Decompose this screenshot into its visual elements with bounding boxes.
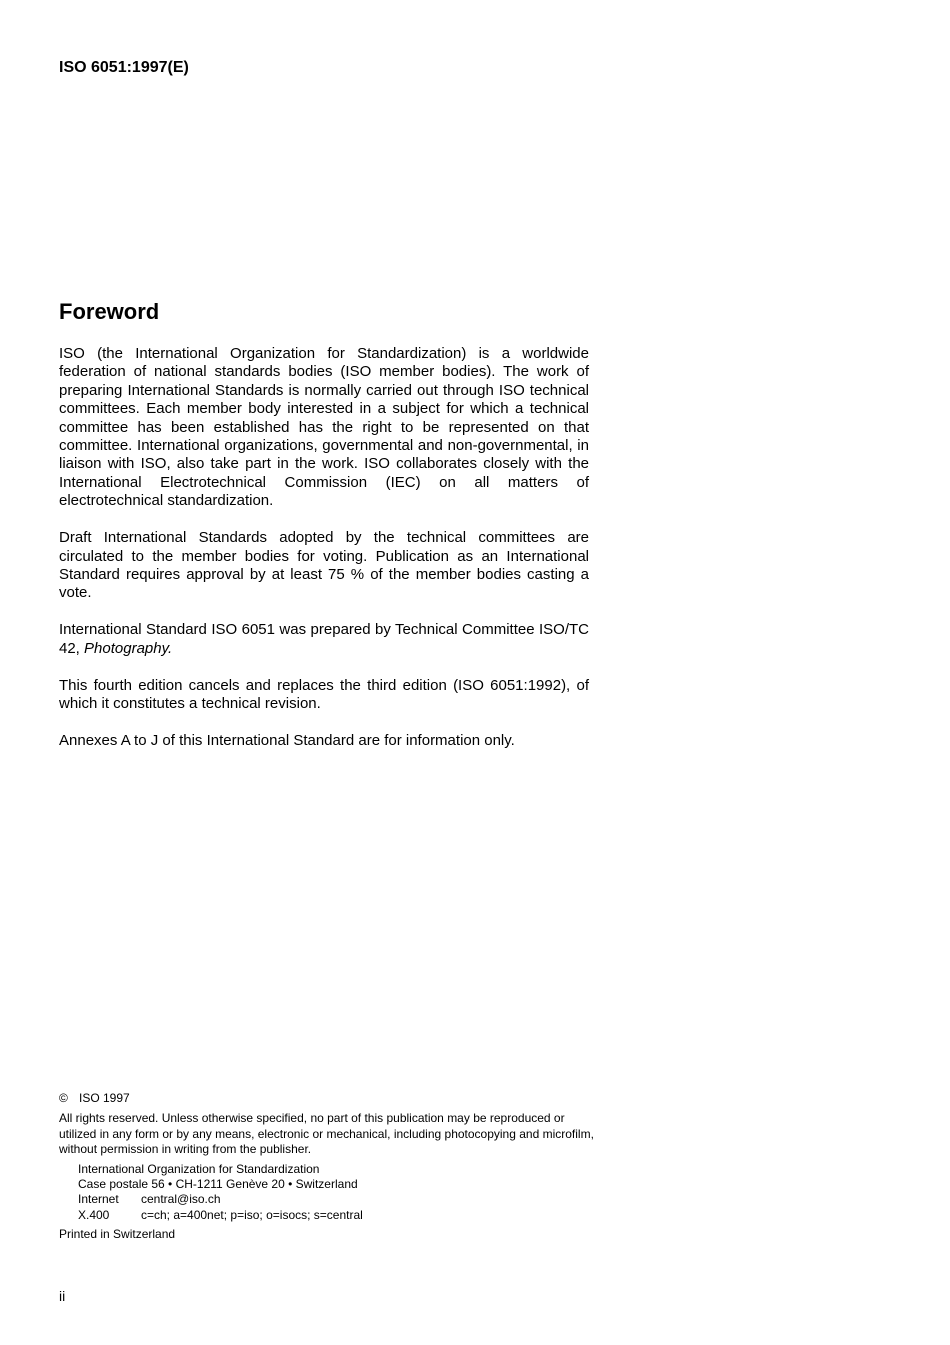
foreword-body	[59, 345, 589, 751]
copyright-icon: ©	[59, 1091, 68, 1105]
internet-label: Internet	[78, 1192, 119, 1207]
copyright-line	[59, 1091, 594, 1106]
internet-row	[78, 1192, 594, 1207]
document-id: ISO 6051:1997(E)	[59, 59, 189, 76]
page-number: ii	[59, 1288, 66, 1304]
x400-address: c=ch; a=400net; p=iso; o=isocs; s=central	[141, 1207, 363, 1222]
x400-label: X.400	[78, 1207, 110, 1222]
publisher-address	[59, 1162, 594, 1224]
foreword-paragraph-3	[59, 621, 589, 658]
foreword-paragraph-1: ISO (the International Organization for Standardization) is a worldwide federation of national standards bodies (ISO member bodies). The work of preparing International Standards is normally carried out through ISO technical committees. Each member body interested in a subject for which a technical committee has been established has the right to be represented on that committee. International organizations, governmental and non-governmental, in liaison with ISO, also take part in the work. ISO collaborates closely with the International Electrotechnical Commission (IEC) on all matters of electrotechnical standardization.	[59, 345, 589, 510]
foreword-paragraph-3-text: International Standard ISO 6051 was prepared by Technical Committee ISO/TC 42,	[59, 621, 589, 657]
foreword-paragraph-4: This fourth edition cancels and replaces the third edition (ISO 6051:1992), of which it constitutes a technical revision.	[59, 676, 589, 713]
x400-row	[78, 1208, 594, 1223]
copyright-block	[59, 1091, 594, 1243]
committee-title: Photography.	[84, 639, 173, 657]
internet-address: central@iso.ch	[141, 1192, 221, 1207]
foreword-heading: Foreword	[59, 299, 160, 324]
postal-address: Case postale 56 • CH-1211 Genève 20 • Switzerland	[78, 1177, 358, 1192]
rights-notice: All rights reserved. Unless otherwise specified, no part of this publication may be reproduced or utilized in any form or by any means, electronic or mechanical, including photocopying and microfilm, without permission in writing from the publisher.	[59, 1111, 594, 1157]
printed-in: Printed in Switzerland	[59, 1227, 176, 1242]
foreword-paragraph-2: Draft International Standards adopted by the technical committees are circulated to the member bodies for voting. Publication as an International Standard requires approval by at least 75 % of the member bodies casting a vote.	[59, 529, 589, 602]
copyright-year: ISO 1997	[79, 1091, 130, 1105]
foreword-paragraph-5: Annexes A to J of this International Standard are for information only.	[59, 732, 515, 750]
org-name: International Organization for Standardization	[78, 1161, 320, 1176]
